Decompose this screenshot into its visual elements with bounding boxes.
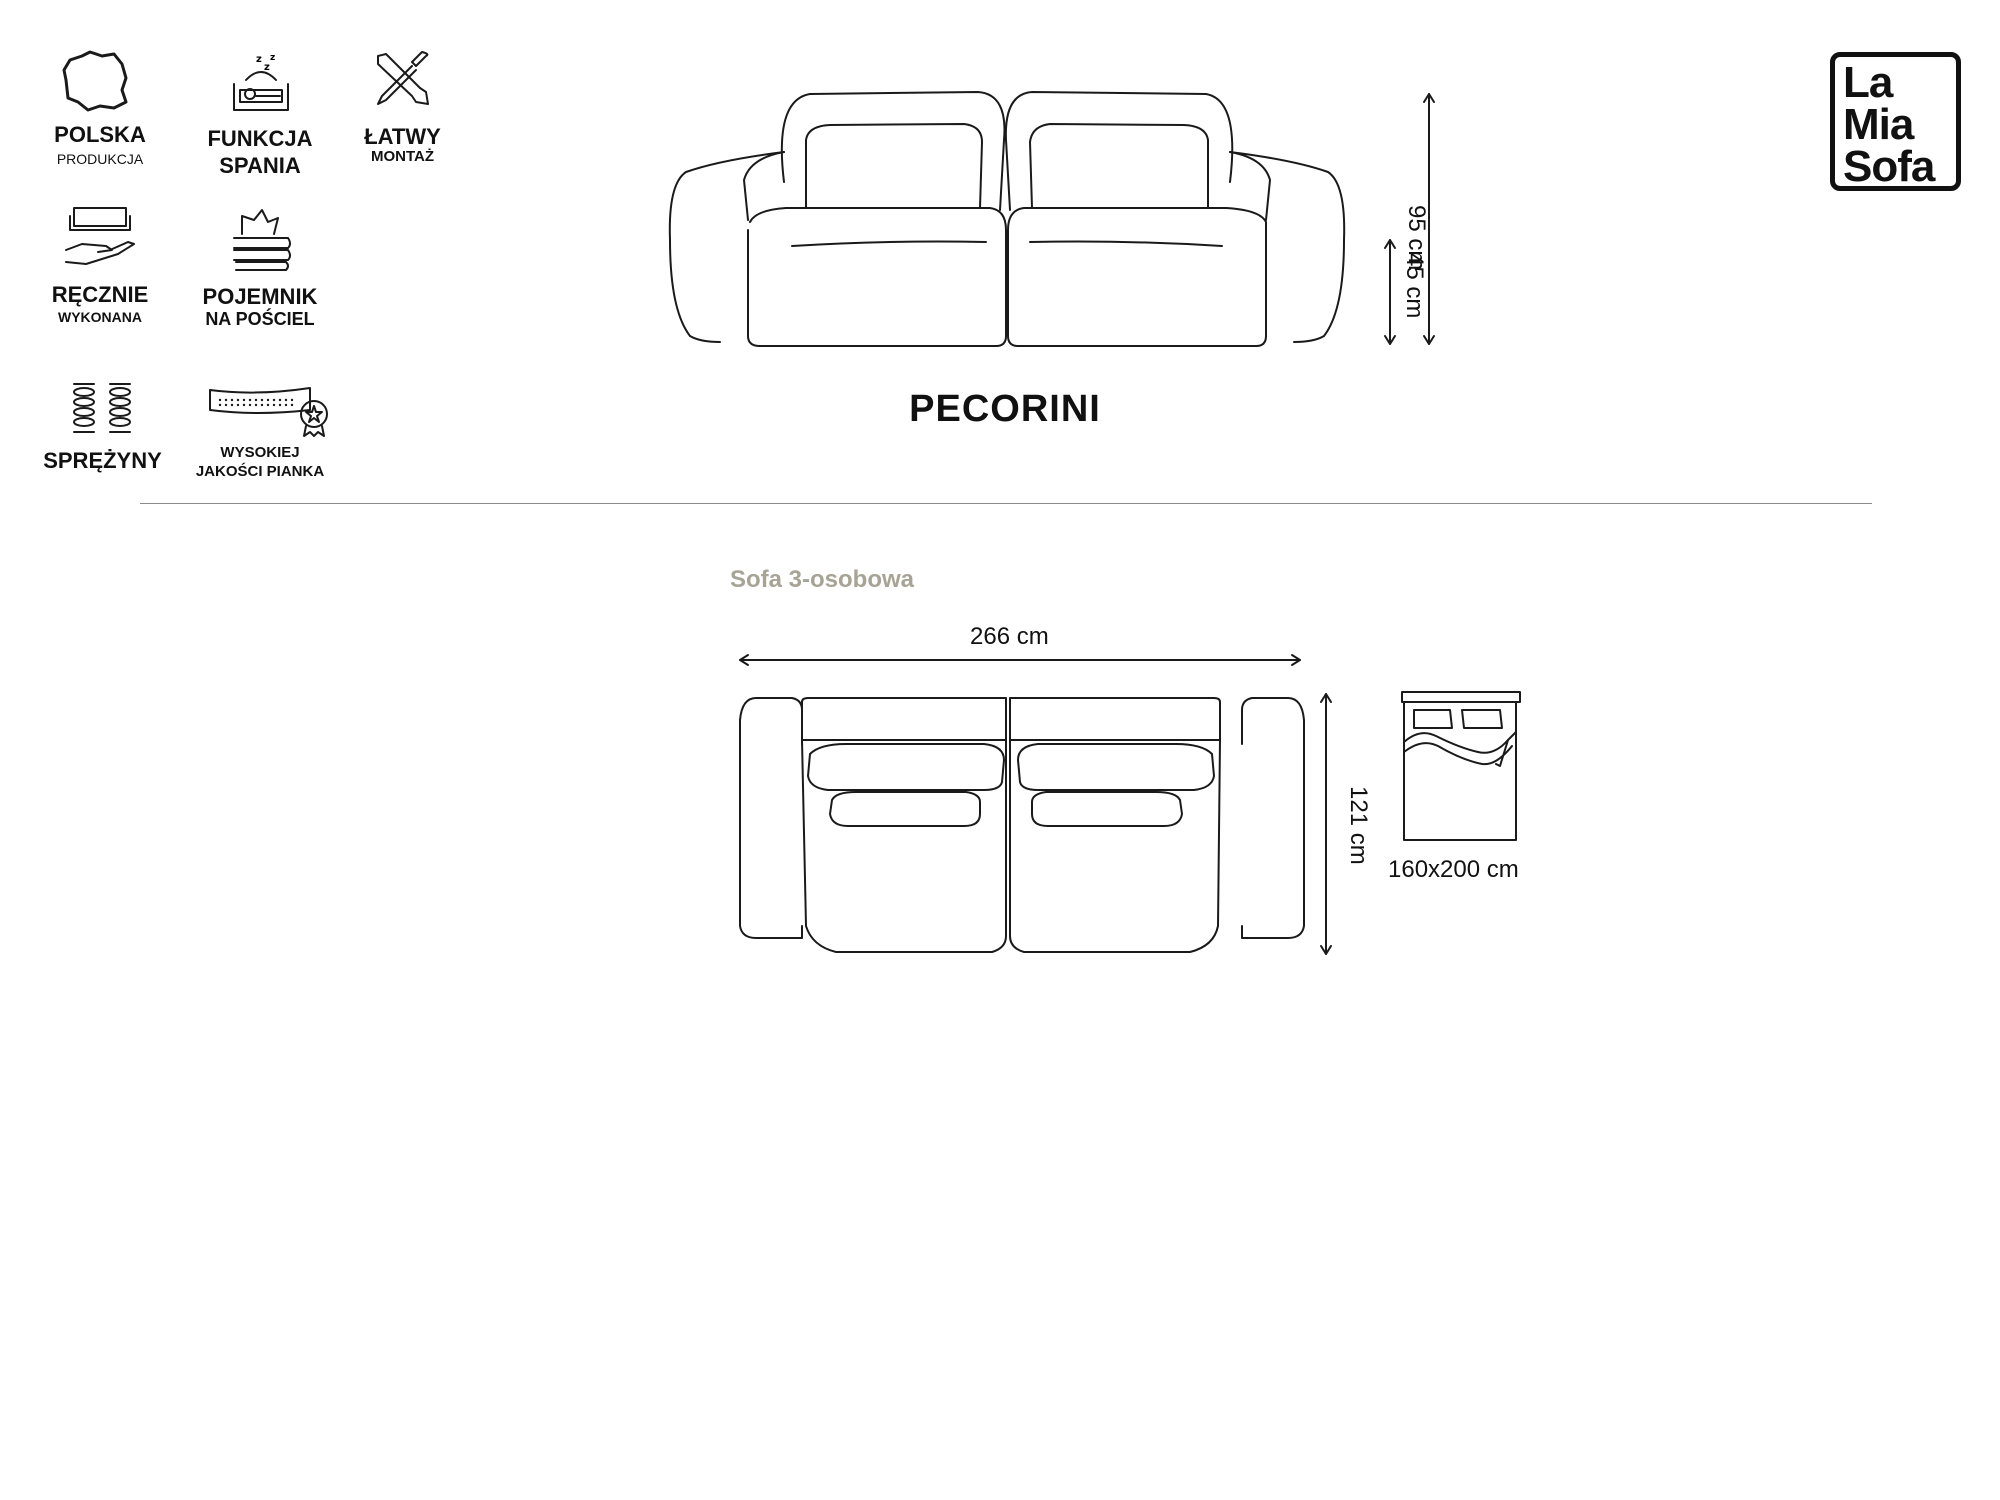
foam-quality-icon	[206, 384, 336, 438]
logo-line-1: La	[1843, 58, 1893, 107]
feature-title: WYSOKIEJ	[220, 444, 300, 461]
variant-title: Sofa 3-osobowa	[730, 566, 915, 593]
feature-subtitle: SPANIA	[219, 153, 301, 178]
width-arrow	[736, 650, 1306, 670]
product-name: PECORINI	[909, 388, 1101, 430]
height-total-label: 95 cm	[1403, 205, 1430, 271]
feature-subtitle: NA POŚCIEL	[205, 309, 315, 329]
sofa-front-view	[660, 80, 1360, 360]
height-seat-label: 45 cm	[1401, 253, 1428, 319]
feature-title: ŁATWY	[364, 124, 441, 149]
sofa-top-view	[736, 690, 1306, 980]
feature-title: SPRĘŻYNY	[43, 448, 162, 473]
feature-subtitle: PRODUKCJA	[56, 151, 144, 167]
feature-subtitle: JAKOŚCI PIANKA	[195, 463, 325, 480]
brand-logo	[1830, 52, 1961, 191]
feature-subtitle: WYKONANA	[58, 309, 142, 325]
feature-title: POLSKA	[54, 122, 146, 147]
width-label: 266 cm	[970, 623, 1049, 650]
feature-title: RĘCZNIE	[51, 282, 149, 307]
poland-map-icon	[60, 50, 132, 112]
logo-line-2: Mia	[1843, 100, 1914, 149]
feature-title: FUNKCJA	[207, 126, 313, 151]
feature-subtitle: MONTAŻ	[370, 148, 435, 165]
section-divider	[140, 503, 1872, 504]
svg-text:z: z	[264, 62, 270, 73]
logo-line-3: Sofa	[1843, 142, 1935, 191]
depth-arrow	[1316, 690, 1336, 960]
tools-icon	[372, 50, 432, 110]
svg-text:z: z	[256, 54, 262, 65]
bedding-container-icon	[228, 206, 294, 272]
bed-size-label: 160x200 cm	[1388, 856, 1519, 883]
springs-icon	[68, 380, 136, 438]
svg-text:z: z	[270, 53, 276, 63]
feature-title: POJEMNIK	[202, 284, 318, 309]
hand-sofa-icon	[62, 204, 138, 270]
bed-icon	[1396, 686, 1526, 846]
sleeping-person-icon	[226, 50, 296, 116]
depth-label: 121 cm	[1345, 786, 1372, 865]
